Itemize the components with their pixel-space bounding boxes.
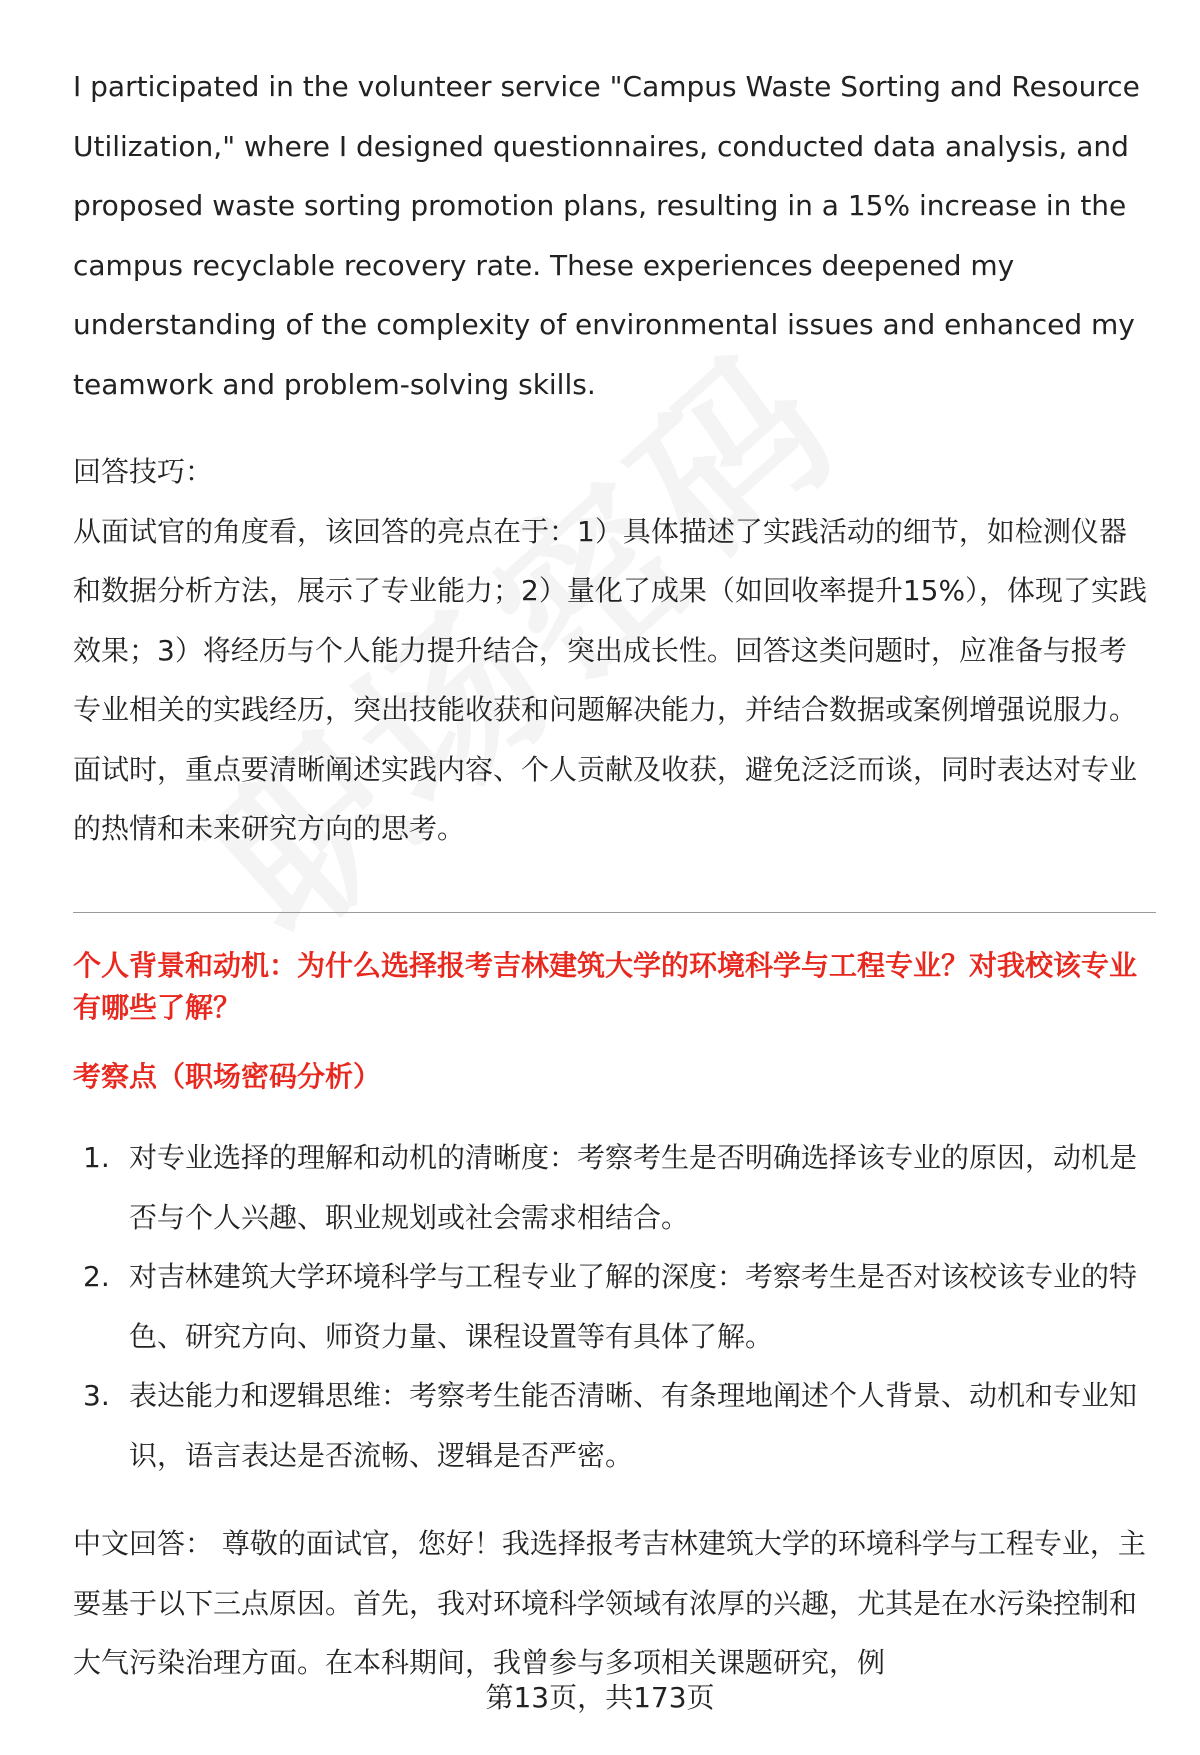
tips-label: 回答技巧： [73, 455, 214, 488]
list-number: 1. [83, 1141, 110, 1174]
page-footer: 第13页，共173页 [485, 1681, 715, 1714]
chinese-answer-paragraph: 中文回答： 尊敬的面试官，您好！我选择报考吉林建筑大学的环境科学与工程专业，主要基于以下三点原因。首先，我对环境科学领域有浓厚的兴趣，尤其是在水污染控制和大气污染治理方面。在本科期间，我曾参与多项相关课题研究，例 [73, 1527, 1146, 1679]
list-item [73, 1128, 1158, 1247]
list-text: 对专业选择的理解和动机的清晰度：考察考生是否明确选择该专业的原因，动机是否与个人兴趣、职业规划或社会需求相结合。 [129, 1141, 1138, 1234]
list-item [73, 1247, 1158, 1366]
assessment-points-list [73, 1128, 1158, 1485]
list-text: 表达能力和逻辑思维：考察考生能否清晰、有条理地阐述个人背景、动机和专业知识，语言表达是否流畅、逻辑是否严密。 [129, 1379, 1138, 1472]
intro-paragraph: I participated in the volunteer service "Campus Waste Sorting and Resource Utilization," where I designed questionnaires, conducted data analysis, and proposed waste sorting promotion plans, resulting in a 15% increase in the campus recyclable recovery rate. These experiences deepened my understanding of the complexity of environmental issues and enhanced my teamwork and problem-solving skills. [73, 70, 1140, 401]
tips-body: 从面试官的角度看，该回答的亮点在于：1）具体描述了实践活动的细节，如检测仪器和数据分析方法，展示了专业能力；2）量化了成果（如回收率提升15%），体现了实践效果；3）将经历与个人能力提升结合，突出成长性。回答这类问题时，应准备与报考专业相关的实践经历，突出技能收获和问题解决能力，并结合数据或案例增强说服力。面试时，重点要清晰阐述实践内容、个人贡献及收获，避免泛泛而谈，同时表达对专业的热情和未来研究方向的思考。 [73, 514, 1148, 845]
document-body [73, 57, 1153, 859]
list-text: 对吉林建筑大学环境科学与工程专业了解的深度：考察考生是否对该校该专业的特色、研究方向、师资力量、课程设置等有具体了解。 [129, 1260, 1138, 1353]
assessment-subheading: 考察点（职场密码分析） [73, 1060, 382, 1093]
list-number: 2. [83, 1260, 110, 1293]
section-divider [73, 912, 1156, 913]
question-heading: 个人背景和动机：为什么选择报考吉林建筑大学的环境科学与工程专业？对我校该专业有哪些了解？ [73, 949, 1138, 1024]
list-item [73, 1366, 1158, 1485]
list-number: 3. [83, 1379, 110, 1412]
answer-tips [73, 442, 1153, 859]
